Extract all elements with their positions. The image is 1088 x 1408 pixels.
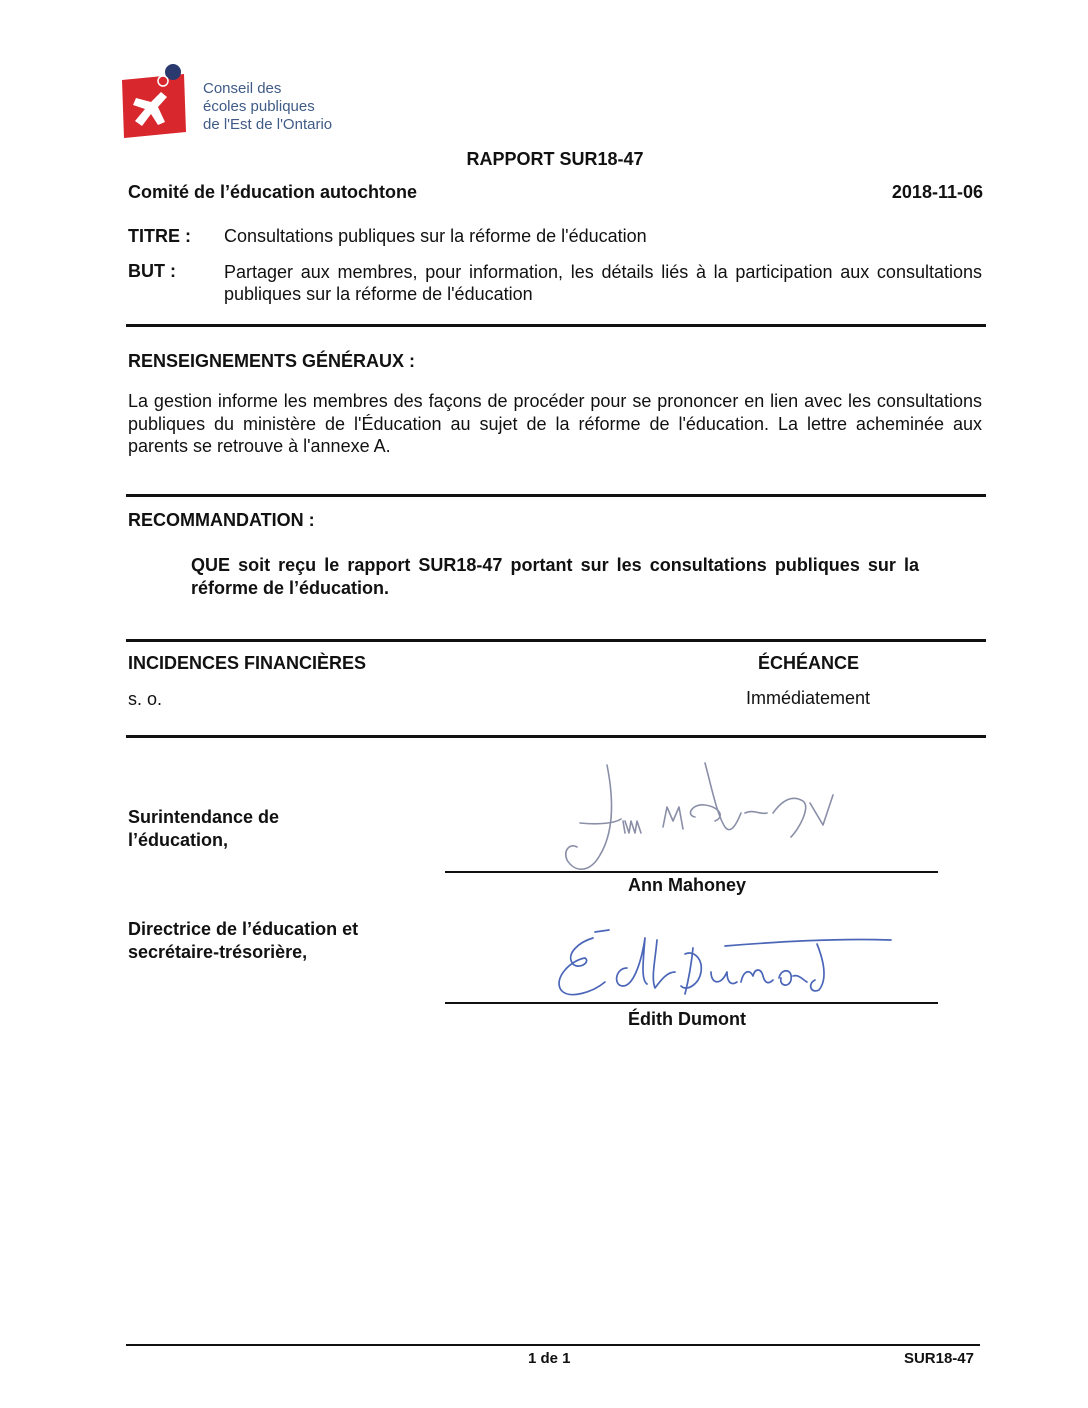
signature-line [445,871,938,873]
logo-name-line: écoles publiques [203,98,315,115]
logo-name-line: de l'Est de l'Ontario [203,116,333,133]
renseignements-text: La gestion informe les membres des façons de procéder pour se prononcer en lien avec les consultations publiques du ministère de l'Éducation au sujet de la réforme de l'éducation. La lettre acheminée aux parents se retrouve à l'annexe A. [128,391,982,456]
page-number: 1 de 1 [528,1350,571,1367]
incidences-heading: INCIDENCES FINANCIÈRES [128,653,367,673]
role-line: secrétaire-trésorière, [128,942,308,962]
incidences-value: s. o. [128,689,163,709]
signatory-role [128,918,358,964]
committee-name: Comité de l’éducation autochtone [128,182,418,202]
report-title: RAPPORT SUR18-47 [466,149,644,169]
logo-name [203,80,373,134]
titre-text: Consultations publiques sur la réforme de l'éducation [224,226,647,246]
organization-logo [118,62,368,142]
but-label: BUT : [128,261,176,281]
signature-mahoney [555,755,845,885]
role-line: Surintendance de [128,807,280,827]
echeance-heading: ÉCHÉANCE [758,653,860,673]
but-text: Partager aux membres, pour information, les détails liés à la participation aux consultations publiques sur la réforme de l'éducation [224,262,982,304]
signature-line [445,1002,938,1004]
role-line: l’éducation, [128,830,229,850]
section-divider [126,735,986,738]
footer-code: SUR18-47 [903,1350,974,1367]
section-divider [126,494,986,497]
recommandation-text: QUE soit reçu le rapport SUR18-47 portant sur les consultations publiques sur la réforme de l’éducation. [191,555,919,598]
signatory-name: Édith Dumont [628,1009,746,1029]
signatory-name: Ann Mahoney [628,875,747,895]
logo-name-line: Conseil des [203,80,282,97]
echeance-value: Immédiatement [746,688,871,708]
logo-mark-icon [118,62,190,140]
signature-dumont [535,928,895,1008]
section-divider [126,639,986,642]
titre-label: TITRE : [128,226,191,246]
renseignements-heading: RENSEIGNEMENTS GÉNÉRAUX : [128,351,416,371]
signatory-role [128,806,279,852]
footer-rule [126,1344,980,1346]
recommandation-heading: RECOMMANDATION : [128,510,315,530]
section-divider [126,324,986,327]
report-date: 2018-11-06 [891,182,983,202]
role-line: Directrice de l’éducation et [128,919,359,939]
